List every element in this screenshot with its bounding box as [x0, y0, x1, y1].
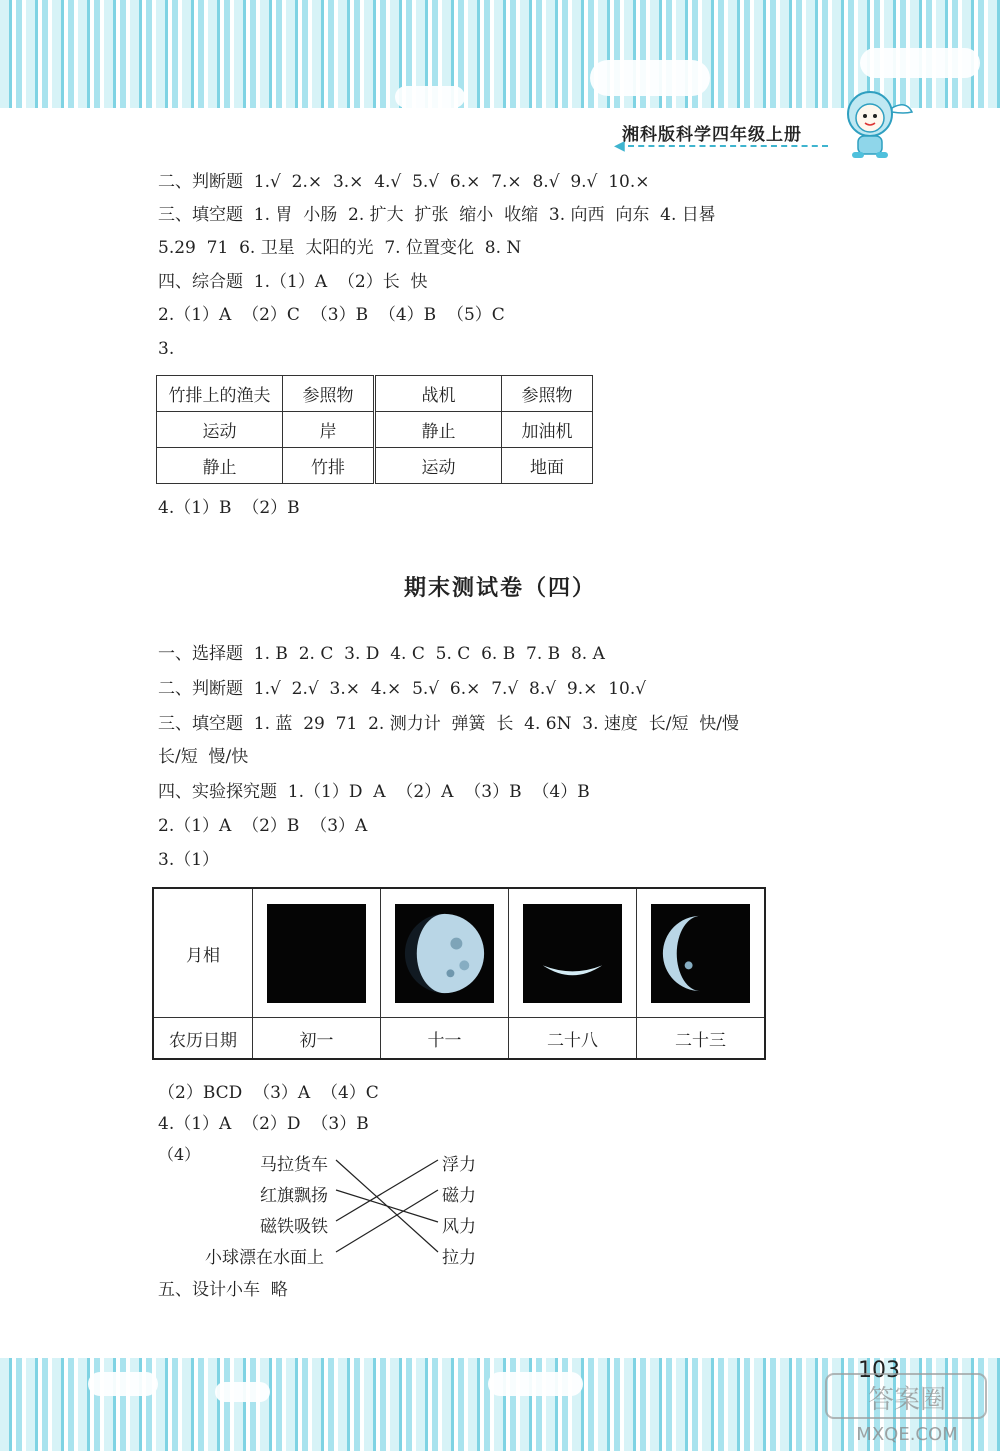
matching-left-item: 马拉货车 [260, 1155, 328, 1175]
matching-right-item: 浮力 [442, 1155, 476, 1175]
answer-line: 四、综合题 1.（1）A （2）长 快 [158, 272, 428, 292]
cloud-decoration [590, 60, 710, 96]
table-cell: 竹排 [283, 448, 375, 484]
answer-line: 5.29 71 6. 卫星 太阳的光 7. 位置变化 8. N [158, 238, 522, 258]
mascot-icon [830, 78, 920, 168]
row-header: 农历日期 [153, 1018, 253, 1060]
watermark-logo [822, 1368, 992, 1448]
table-cell: 岸 [283, 412, 375, 448]
matching-right-item: 磁力 [442, 1186, 476, 1206]
answer-line: 3.（1） [158, 850, 220, 870]
table-cell: 运动 [157, 412, 283, 448]
matching-left-item: 红旗飘扬 [260, 1186, 328, 1206]
answer-line: 4.（1）A （2）D （3）B [158, 1114, 369, 1134]
waxing-gibbous-moon-icon [395, 904, 494, 1003]
answer-line: 二、判断题 1.√ 2.× 3.× 4.√ 5.√ 6.× 7.× 8.√ 9.√ 10.× [158, 172, 650, 192]
table-cell: 运动 [375, 448, 502, 484]
table-cell [381, 888, 509, 1018]
arrow-left-icon: ◀ [614, 138, 625, 154]
cloud-decoration [395, 86, 465, 108]
table-cell [253, 888, 381, 1018]
table-cell: 十一 [381, 1018, 509, 1060]
table-row [157, 412, 593, 448]
table-cell: 初一 [253, 1018, 381, 1060]
matching-right-item: 风力 [442, 1217, 476, 1237]
reference-table [156, 375, 593, 484]
answer-line: 三、填空题 1. 胃 小肠 2. 扩大 扩张 缩小 收缩 3. 向西 向东 4. 日晷 [158, 205, 716, 225]
row-header: 月相 [153, 888, 253, 1018]
table-cell [509, 888, 637, 1018]
cloud-decoration [88, 1372, 158, 1396]
table-cell: 静止 [157, 448, 283, 484]
table-cell: 地面 [502, 448, 593, 484]
matching-left-item: 小球漂在水面上 [205, 1248, 324, 1268]
table-row [157, 376, 593, 412]
matching-exercise [150, 1145, 550, 1275]
thin-crescent-moon-icon [523, 904, 622, 1003]
table-row [153, 1018, 765, 1060]
cloud-decoration [215, 1382, 270, 1402]
answer-line: 2.（1）A （2）C （3）B （4）B （5）C [158, 305, 505, 325]
section-title: 期末测试卷（四） [403, 576, 596, 601]
answer-line: 2.（1）A （2）B （3）A [158, 816, 368, 836]
cloud-decoration [488, 1372, 583, 1396]
answer-line: 五、设计小车 略 [158, 1280, 288, 1300]
page-number: 103 [858, 1358, 900, 1383]
answer-line: （4） [158, 1145, 201, 1164]
moon-phase-table [152, 887, 766, 1060]
answer-line: 长/短 慢/快 [158, 747, 249, 767]
book-title: 湘科版科学四年级上册 [622, 125, 802, 145]
matching-right-item: 拉力 [442, 1248, 476, 1268]
answer-line: 二、判断题 1.√ 2.√ 3.× 4.× 5.√ 6.× 7.√ 8.√ 9.× 10.√ [158, 679, 647, 699]
answer-line: 四、实验探究题 1.（1）D A （2）A （3）B （4）B [158, 782, 590, 802]
table-cell: 参照物 [502, 376, 593, 412]
table-cell: 参照物 [283, 376, 375, 412]
waning-crescent-moon-icon [651, 904, 750, 1003]
answer-line: 三、填空题 1. 蓝 29 71 2. 测力计 弹簧 长 4. 6N 3. 速度 长/短 快/慢 [158, 714, 739, 734]
table-cell: 二十八 [509, 1018, 637, 1060]
header-divider [628, 145, 828, 147]
answer-line: 一、选择题 1. B 2. C 3. D 4. C 5. C 6. B 7. B 8. A [158, 644, 605, 664]
table-row [157, 448, 593, 484]
table-cell: 静止 [375, 412, 502, 448]
table-row [153, 888, 765, 1018]
answer-line: （2）BCD （3）A （4）C [158, 1083, 379, 1103]
answer-line: 4.（1）B （2）B [158, 498, 300, 518]
table-cell: 战机 [375, 376, 502, 412]
cloud-decoration [860, 48, 980, 78]
table-cell [637, 888, 766, 1018]
matching-left-item: 磁铁吸铁 [260, 1217, 328, 1237]
watermark-text: MXQE.COM [856, 1424, 958, 1445]
new-moon-icon [267, 904, 366, 1003]
table-cell: 竹排上的渔夫 [157, 376, 283, 412]
table-cell: 二十三 [637, 1018, 766, 1060]
answer-line: 3. [158, 339, 175, 359]
table-cell: 加油机 [502, 412, 593, 448]
svg-text:答案圈: 答案圈 [867, 1385, 947, 1415]
